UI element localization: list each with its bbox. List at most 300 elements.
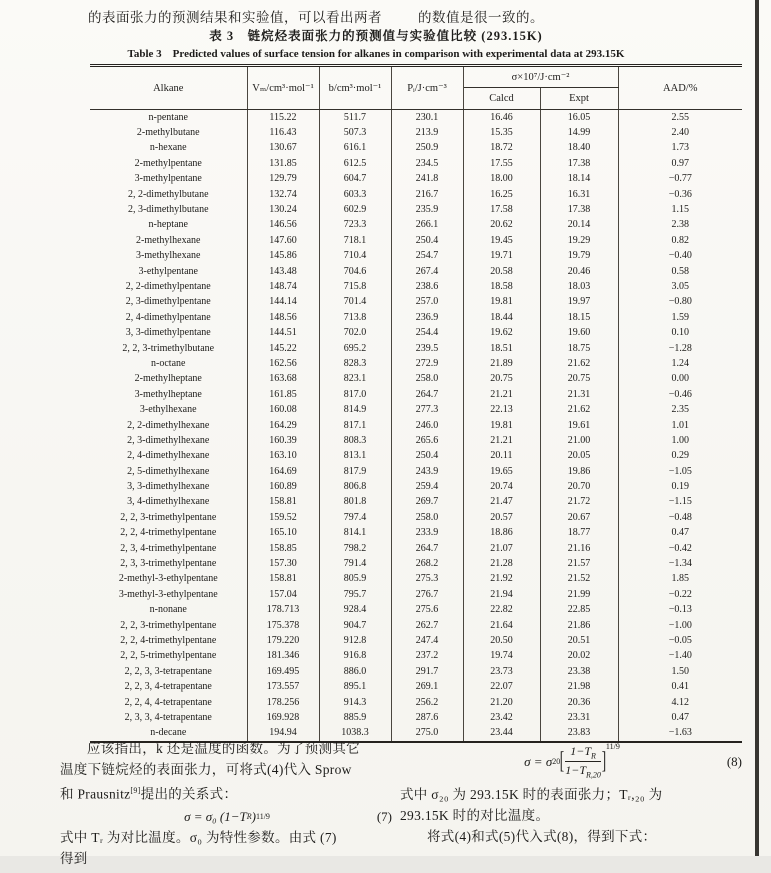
cell-b: 791.4: [319, 556, 391, 571]
cell-calcd: 17.58: [463, 202, 540, 217]
cell-name: 2, 2, 5-trimethylpentane: [90, 649, 247, 664]
cell-calcd: 23.42: [463, 710, 540, 725]
cell-aad: 4.12: [671, 696, 690, 708]
cell-aad: −1.00: [668, 619, 692, 631]
cell-calcd: 20.75: [463, 372, 540, 387]
cell-aad: −1.15: [668, 496, 692, 508]
table-row: [90, 633, 742, 648]
cell-name: 2, 5-dimethylhexane: [90, 464, 247, 479]
cell-p: 230.1: [391, 110, 463, 126]
cell-vm: 145.22: [247, 341, 319, 356]
cell-calcd: 22.13: [463, 402, 540, 417]
cell-expt: 21.99: [540, 587, 618, 602]
cell-vm: 143.48: [247, 264, 319, 279]
cell-calcd: 22.82: [463, 603, 540, 618]
left-bracket: [: [560, 748, 565, 775]
citation-superscript: [9]: [130, 786, 141, 795]
cell-b: 813.1: [319, 449, 391, 464]
cell-vm: 115.22: [247, 110, 319, 126]
cell-expt: 17.38: [540, 202, 618, 217]
cell-vm: 165.10: [247, 526, 319, 541]
table-row: [90, 218, 742, 233]
cell-aad: 2.40: [671, 127, 690, 139]
cell-p: 258.0: [391, 510, 463, 525]
cell-aad: 1.15: [671, 204, 690, 216]
header-covolume: b/cm³·mol⁻¹: [319, 66, 391, 110]
cell-expt: 20.02: [540, 649, 618, 664]
cell-expt: 18.77: [540, 526, 618, 541]
cell-name: n-decane: [90, 726, 247, 742]
cell-calcd: 18.72: [463, 141, 540, 156]
cell-calcd: 20.62: [463, 218, 540, 233]
cell-vm: 158.81: [247, 495, 319, 510]
cell-expt: 23.31: [540, 710, 618, 725]
cell-b: 723.3: [319, 218, 391, 233]
cell-calcd: 21.28: [463, 556, 540, 571]
cell-expt: 20.75: [540, 372, 618, 387]
table-row: [90, 464, 742, 479]
footer-left-column: [60, 742, 394, 873]
cell-expt: 21.52: [540, 572, 618, 587]
cell-p: 269.1: [391, 679, 463, 694]
cell-b: 817.1: [319, 418, 391, 433]
table-row: [90, 172, 742, 187]
cell-expt: 19.79: [540, 249, 618, 264]
cell-p: 233.9: [391, 526, 463, 541]
cell-expt: 21.57: [540, 556, 618, 571]
table-row: [90, 402, 742, 417]
cell-p: 276.7: [391, 587, 463, 602]
cell-vm: 179.220: [247, 633, 319, 648]
cell-b: 928.4: [319, 603, 391, 618]
cell-aad: −1.34: [668, 558, 692, 570]
eq8-lhs: σ = σ: [524, 753, 553, 769]
cell-calcd: 20.11: [463, 449, 540, 464]
cell-b: 715.8: [319, 279, 391, 294]
cell-p: 259.4: [391, 479, 463, 494]
cell-calcd: 17.55: [463, 156, 540, 171]
cell-aad: 1.59: [671, 311, 690, 323]
cell-name: 2, 2, 3-trimethylpentane: [90, 510, 247, 525]
cell-calcd: 20.58: [463, 264, 540, 279]
cell-p: 256.2: [391, 695, 463, 710]
cell-calcd: 20.57: [463, 510, 540, 525]
cell-expt: 18.40: [540, 141, 618, 156]
cell-name: 3-ethylpentane: [90, 264, 247, 279]
cell-vm: 131.85: [247, 156, 319, 171]
cell-expt: 20.70: [540, 479, 618, 494]
cell-b: 602.9: [319, 202, 391, 217]
cell-vm: 157.30: [247, 556, 319, 571]
cell-aad: 2.35: [671, 404, 690, 416]
cell-expt: 16.31: [540, 187, 618, 202]
cell-vm: 159.52: [247, 510, 319, 525]
table-row: [90, 679, 742, 694]
cell-p: 258.0: [391, 372, 463, 387]
cell-aad: 0.41: [671, 681, 690, 693]
cell-b: 797.4: [319, 510, 391, 525]
cell-name: 2, 4-dimethylpentane: [90, 310, 247, 325]
cell-vm: 160.39: [247, 433, 319, 448]
cell-calcd: 19.81: [463, 418, 540, 433]
table-row: [90, 572, 742, 587]
intro-text-right: 的数值是很一致的。: [418, 10, 544, 25]
cell-name: 2-methylpentane: [90, 156, 247, 171]
cell-b: 616.1: [319, 141, 391, 156]
header-p-parameter: Pᵢ/J·cm⁻³: [391, 66, 463, 110]
footer-line: 得到: [60, 850, 88, 866]
eq8-fraction: [565, 744, 601, 780]
cell-expt: 17.38: [540, 156, 618, 171]
cell-p: 275.6: [391, 603, 463, 618]
cell-name: 2, 2-dimethylpentane: [90, 279, 247, 294]
table-row: [90, 510, 742, 525]
table-row: [90, 587, 742, 602]
table-row: [90, 187, 742, 202]
cell-aad: 0.19: [671, 481, 690, 493]
cell-expt: 20.67: [540, 510, 618, 525]
cell-aad: 0.47: [671, 711, 690, 723]
cell-expt: 21.86: [540, 618, 618, 633]
eq8-lhs-subscript: 20: [552, 757, 561, 767]
cell-aad: −1.63: [668, 727, 692, 739]
cell-vm: 194.94: [247, 726, 319, 742]
cell-name: 3, 4-dimethylhexane: [90, 495, 247, 510]
cell-aad: −0.05: [668, 634, 692, 646]
cell-calcd: 18.44: [463, 310, 540, 325]
cell-name: n-octane: [90, 356, 247, 371]
cell-calcd: 21.21: [463, 387, 540, 402]
cell-expt: 21.16: [540, 541, 618, 556]
header-alkane: Alkane: [90, 66, 247, 110]
cell-b: 808.3: [319, 433, 391, 448]
cell-vm: 173.557: [247, 679, 319, 694]
cell-aad: 0.47: [671, 527, 690, 539]
cell-expt: 21.62: [540, 402, 618, 417]
cell-expt: 21.98: [540, 679, 618, 694]
cell-calcd: 21.21: [463, 433, 540, 448]
header-calcd: Calcd: [463, 88, 540, 110]
table-row: [90, 125, 742, 140]
cell-name: 2, 2, 4-trimethylpentane: [90, 526, 247, 541]
cell-name: 3-methylpentane: [90, 172, 247, 187]
cell-aad: 0.97: [671, 157, 690, 169]
cell-b: 798.2: [319, 541, 391, 556]
cell-b: 701.4: [319, 295, 391, 310]
footer-line-text: 提出的关系式：: [140, 786, 238, 802]
footer-right-column: [400, 742, 744, 851]
cell-name: 2, 2-dimethylbutane: [90, 187, 247, 202]
intro-paragraph: [88, 6, 544, 26]
header-sigma-group: σ×10⁷/J·cm⁻²: [463, 66, 618, 88]
cell-b: 814.1: [319, 526, 391, 541]
cell-p: 287.6: [391, 710, 463, 725]
table-row: [90, 556, 742, 571]
cell-vm: 163.68: [247, 372, 319, 387]
cell-name: 2-methyl-3-ethylpentane: [90, 572, 247, 587]
cell-expt: 16.05: [540, 110, 618, 126]
cell-calcd: 19.45: [463, 233, 540, 248]
table-row: [90, 526, 742, 541]
table-row: [90, 341, 742, 356]
table-row: [90, 495, 742, 510]
right-bracket: ]: [601, 748, 607, 775]
cell-aad: −1.28: [668, 342, 692, 354]
table-row: [90, 479, 742, 494]
cell-p: 257.0: [391, 295, 463, 310]
cell-p: 268.2: [391, 556, 463, 571]
cell-b: 702.0: [319, 325, 391, 340]
cell-p: 277.3: [391, 402, 463, 417]
cell-expt: 20.36: [540, 695, 618, 710]
cell-aad: 0.82: [671, 234, 690, 246]
footer-line: 式中 σ₂₀ 为 293.15K 时的表面张力；Tᵣ,₂₀ 为: [400, 786, 663, 802]
equation-number: (8): [726, 753, 742, 769]
cell-expt: 21.00: [540, 433, 618, 448]
cell-p: 267.4: [391, 264, 463, 279]
cell-b: 1038.3: [319, 726, 391, 742]
cell-calcd: 19.81: [463, 295, 540, 310]
cell-b: 912.8: [319, 633, 391, 648]
cell-calcd: 22.07: [463, 679, 540, 694]
cell-expt: 23.38: [540, 664, 618, 679]
footer-line: 293.15K 时的对比温度。: [400, 807, 550, 823]
table-row: [90, 356, 742, 371]
footer-line-text: 和 Prausnitz: [60, 786, 131, 802]
cell-b: 801.8: [319, 495, 391, 510]
cell-name: 2, 3, 4-trimethylpentane: [90, 541, 247, 556]
cell-vm: 175.378: [247, 618, 319, 633]
cell-expt: 19.97: [540, 295, 618, 310]
cell-p: 246.0: [391, 418, 463, 433]
cell-expt: 21.72: [540, 495, 618, 510]
cell-aad: −0.13: [668, 604, 692, 616]
cell-calcd: 16.25: [463, 187, 540, 202]
cell-calcd: 18.58: [463, 279, 540, 294]
cell-b: 603.3: [319, 187, 391, 202]
cell-aad: 1.00: [671, 434, 690, 446]
cell-vm: 160.89: [247, 479, 319, 494]
cell-calcd: 15.35: [463, 125, 540, 140]
equation-number: (7): [376, 808, 392, 824]
equation-8: [400, 744, 744, 780]
table-row: [90, 249, 742, 264]
cell-vm: 169.495: [247, 664, 319, 679]
cell-aad: 1.24: [671, 357, 690, 369]
header-aad: AAD/%: [618, 66, 742, 110]
cell-p: 291.7: [391, 664, 463, 679]
cell-aad: −0.77: [668, 173, 692, 185]
table-row: [90, 726, 742, 742]
cell-p: 264.7: [391, 387, 463, 402]
cell-calcd: 20.50: [463, 633, 540, 648]
table-row: [90, 279, 742, 294]
cell-p: 275.0: [391, 726, 463, 742]
cell-aad: 1.85: [671, 573, 690, 585]
footer-line: 应该指出，k 还是温度的函数。为了预测其它: [87, 741, 360, 756]
table-body: [90, 110, 742, 743]
cell-p: 272.9: [391, 356, 463, 371]
cell-b: 904.7: [319, 618, 391, 633]
cell-calcd: 20.74: [463, 479, 540, 494]
cell-expt: 18.15: [540, 310, 618, 325]
cell-vm: 129.79: [247, 172, 319, 187]
table-row: [90, 233, 742, 248]
cell-b: 718.1: [319, 233, 391, 248]
footer-line: 将式(4)和式(5)代入式(8)，得到下式：: [427, 828, 657, 844]
cell-calcd: 23.44: [463, 726, 540, 742]
cell-b: 885.9: [319, 710, 391, 725]
alkane-surface-tension-table: [90, 64, 742, 743]
cell-name: 2, 2, 3, 4-tetrapentane: [90, 679, 247, 694]
cell-expt: 22.85: [540, 603, 618, 618]
cell-vm: 144.14: [247, 295, 319, 310]
cell-calcd: 21.92: [463, 572, 540, 587]
footer-line: 式中 Tᵣ 为对比温度。σ₀ 为特性参数。由式 (7): [60, 829, 337, 845]
table-row: [90, 449, 742, 464]
eq7-exponent: 11/9: [256, 812, 270, 821]
cell-aad: 2.38: [671, 219, 690, 231]
cell-name: 2, 3-dimethylbutane: [90, 202, 247, 217]
cell-expt: 20.51: [540, 633, 618, 648]
cell-b: 823.1: [319, 372, 391, 387]
cell-p: 241.8: [391, 172, 463, 187]
cell-aad: −0.80: [668, 296, 692, 308]
cell-p: 250.4: [391, 449, 463, 464]
cell-p: 266.1: [391, 218, 463, 233]
cell-calcd: 19.65: [463, 464, 540, 479]
cell-calcd: 19.74: [463, 649, 540, 664]
table-row: [90, 618, 742, 633]
table-row: [90, 387, 742, 402]
cell-expt: 14.99: [540, 125, 618, 140]
cell-p: 216.7: [391, 187, 463, 202]
cell-p: 236.9: [391, 310, 463, 325]
cell-name: 2-methylbutane: [90, 125, 247, 140]
eq7-subscript: R: [246, 812, 252, 821]
eq8-denominator: 1−T: [565, 763, 587, 778]
cell-expt: 20.46: [540, 264, 618, 279]
cell-aad: 0.29: [671, 450, 690, 462]
cell-name: 2-methylhexane: [90, 233, 247, 248]
eq7-close: ): [251, 808, 256, 824]
cell-calcd: 16.46: [463, 110, 540, 126]
cell-name: 2, 2-dimethylhexane: [90, 418, 247, 433]
cell-expt: 23.83: [540, 726, 618, 742]
cell-name: n-heptane: [90, 218, 247, 233]
cell-p: 269.7: [391, 495, 463, 510]
eq7-body: σ = σ₀ (1−T: [184, 808, 247, 824]
cell-aad: 0.58: [671, 265, 690, 277]
cell-name: 2, 2, 4-trimethylpentane: [90, 633, 247, 648]
cell-b: 795.7: [319, 587, 391, 602]
cell-vm: 147.60: [247, 233, 319, 248]
cell-name: 2, 3-dimethylhexane: [90, 433, 247, 448]
cell-calcd: 21.94: [463, 587, 540, 602]
cell-vm: 163.10: [247, 449, 319, 464]
cell-calcd: 21.47: [463, 495, 540, 510]
table-row: [90, 264, 742, 279]
cell-name: 2, 2, 3-trimethylpentane: [90, 618, 247, 633]
equation-7: [60, 809, 394, 825]
cell-aad: 3.05: [671, 280, 690, 292]
cell-vm: 148.56: [247, 310, 319, 325]
cell-name: 3, 3-dimethylhexane: [90, 479, 247, 494]
cell-expt: 19.61: [540, 418, 618, 433]
cell-expt: 20.05: [540, 449, 618, 464]
cell-vm: 157.04: [247, 587, 319, 602]
cell-calcd: 19.71: [463, 249, 540, 264]
table-row: [90, 418, 742, 433]
cell-aad: −0.48: [668, 511, 692, 523]
cell-vm: 130.67: [247, 141, 319, 156]
cell-name: 2-methylheptane: [90, 372, 247, 387]
cell-name: 3, 3-dimethylpentane: [90, 325, 247, 340]
cell-vm: 148.74: [247, 279, 319, 294]
cell-calcd: 18.00: [463, 172, 540, 187]
cell-expt: 21.62: [540, 356, 618, 371]
cell-name: n-nonane: [90, 603, 247, 618]
cell-b: 710.4: [319, 249, 391, 264]
cell-name: 2, 3-dimethylpentane: [90, 295, 247, 310]
cell-vm: 164.69: [247, 464, 319, 479]
cell-calcd: 23.73: [463, 664, 540, 679]
cell-calcd: 18.51: [463, 341, 540, 356]
cell-aad: −0.46: [668, 388, 692, 400]
cell-name: 2, 2, 3-trimethylbutane: [90, 341, 247, 356]
cell-vm: 116.43: [247, 125, 319, 140]
cell-p: 213.9: [391, 125, 463, 140]
cell-expt: 21.31: [540, 387, 618, 402]
cell-calcd: 21.07: [463, 541, 540, 556]
cell-name: 2, 3, 3, 4-tetrapentane: [90, 710, 247, 725]
cell-b: 914.3: [319, 695, 391, 710]
cell-vm: 161.85: [247, 387, 319, 402]
table-row: [90, 664, 742, 679]
cell-vm: 158.85: [247, 541, 319, 556]
table-row: [90, 156, 742, 171]
cell-expt: 19.86: [540, 464, 618, 479]
cell-p: 265.6: [391, 433, 463, 448]
cell-vm: 146.56: [247, 218, 319, 233]
cell-p: 243.9: [391, 464, 463, 479]
cell-p: 264.7: [391, 541, 463, 556]
cell-name: 3-methyl-3-ethylpentane: [90, 587, 247, 602]
table-row: [90, 372, 742, 387]
eq8-numerator: 1−T: [570, 744, 592, 758]
cell-p: 250.4: [391, 233, 463, 248]
cell-p: 239.5: [391, 341, 463, 356]
intro-text-left: 的表面张力的预测结果和实验值，可以看出两者: [88, 10, 382, 25]
table-row: [90, 202, 742, 217]
cell-vm: 145.86: [247, 249, 319, 264]
footer-line: 温度下链烷烃的表面张力，可将式(4)代入 Sprow: [60, 762, 352, 777]
cell-calcd: 21.64: [463, 618, 540, 633]
table-caption-en: Table 3 Predicted values of surface tension for alkanes in comparison with experimental data at 293.15K: [127, 48, 625, 60]
table-row: [90, 649, 742, 664]
cell-calcd: 21.89: [463, 356, 540, 371]
cell-aad: −0.36: [668, 188, 692, 200]
cell-vm: 178.256: [247, 695, 319, 710]
cell-name: 2, 2, 4, 4-tetrapentane: [90, 695, 247, 710]
table-caption-zh: 表 3 链烷烃表面张力的预测值与实验值比较 (293.15K): [209, 29, 543, 43]
header-expt: Expt: [540, 88, 618, 110]
cell-aad: 0.10: [671, 327, 690, 339]
table-row: [90, 295, 742, 310]
cell-name: 3-methylheptane: [90, 387, 247, 402]
cell-vm: 130.24: [247, 202, 319, 217]
cell-b: 511.7: [319, 110, 391, 126]
